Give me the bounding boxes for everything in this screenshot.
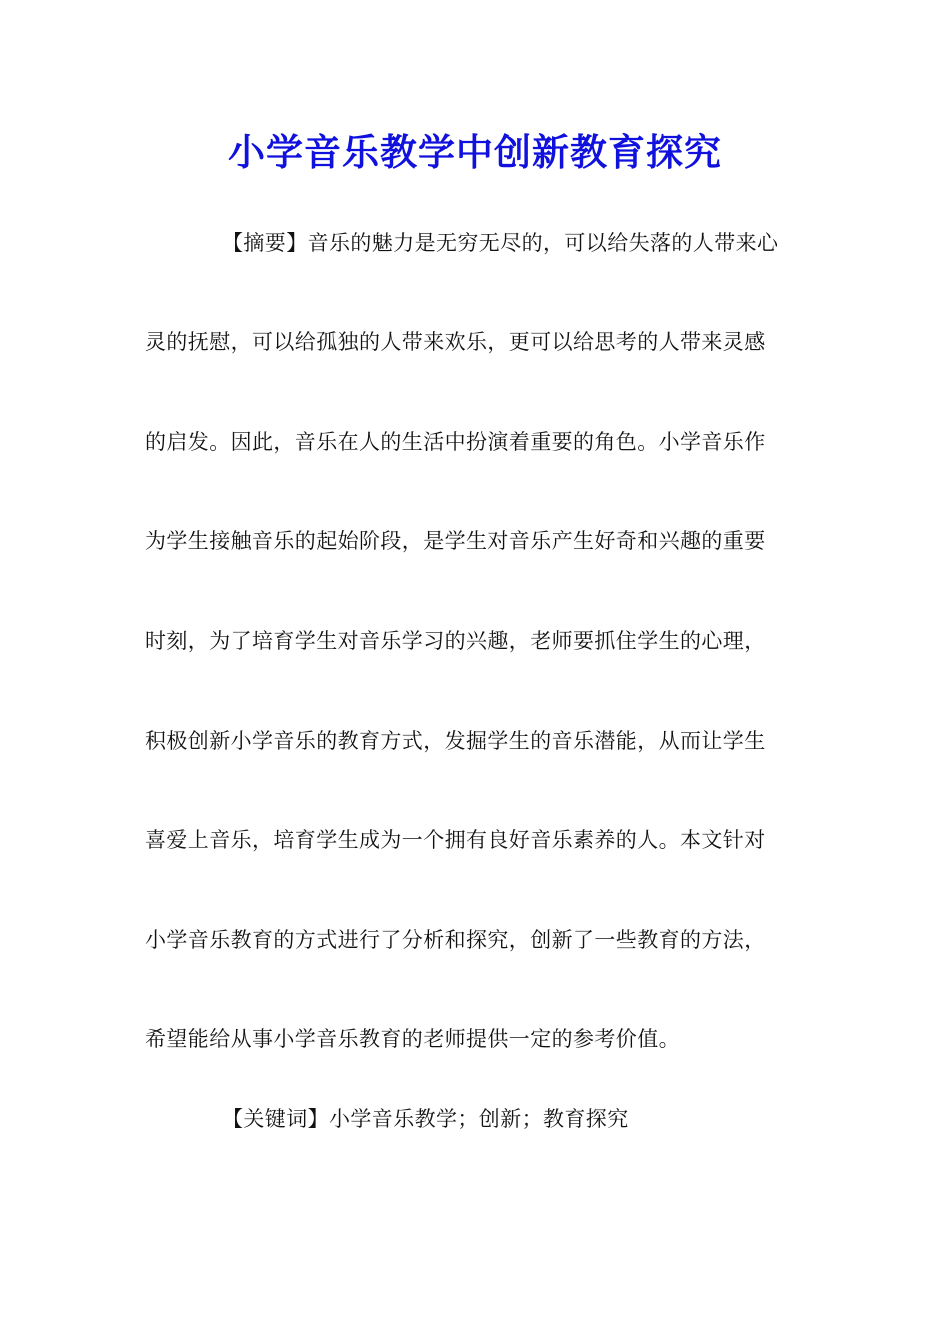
abstract-line-4: 为学生接触音乐的起始阶段，是学生对音乐产生好奇和兴趣的重要 — [145, 529, 766, 553]
abstract-line-1: 【摘要】音乐的魅力是无穷无尽的，可以给失落的人带来心 — [222, 231, 779, 255]
abstract-line-3: 的启发。因此，音乐在人的生活中扮演着重要的角色。小学音乐作 — [145, 430, 766, 454]
abstract-line-9: 希望能给从事小学音乐教育的老师提供一定的参考价值。 — [145, 1027, 680, 1051]
abstract-line-8: 小学音乐教育的方式进行了分析和探究，创新了一些教育的方法， — [145, 928, 766, 952]
keywords-line: 【关键词】小学音乐教学；创新；教育探究 — [222, 1107, 629, 1131]
abstract-line-5: 时刻，为了培育学生对音乐学习的兴趣，老师要抓住学生的心理， — [145, 629, 766, 653]
document-title: 小学音乐教学中创新教育探究 — [228, 130, 722, 174]
abstract-line-2: 灵的抚慰，可以给孤独的人带来欢乐，更可以给思考的人带来灵感 — [145, 330, 766, 354]
abstract-line-6: 积极创新小学音乐的教育方式，发掘学生的音乐潜能，从而让学生 — [145, 729, 766, 753]
abstract-line-7: 喜爱上音乐，培育学生成为一个拥有良好音乐素养的人。本文针对 — [145, 828, 766, 852]
